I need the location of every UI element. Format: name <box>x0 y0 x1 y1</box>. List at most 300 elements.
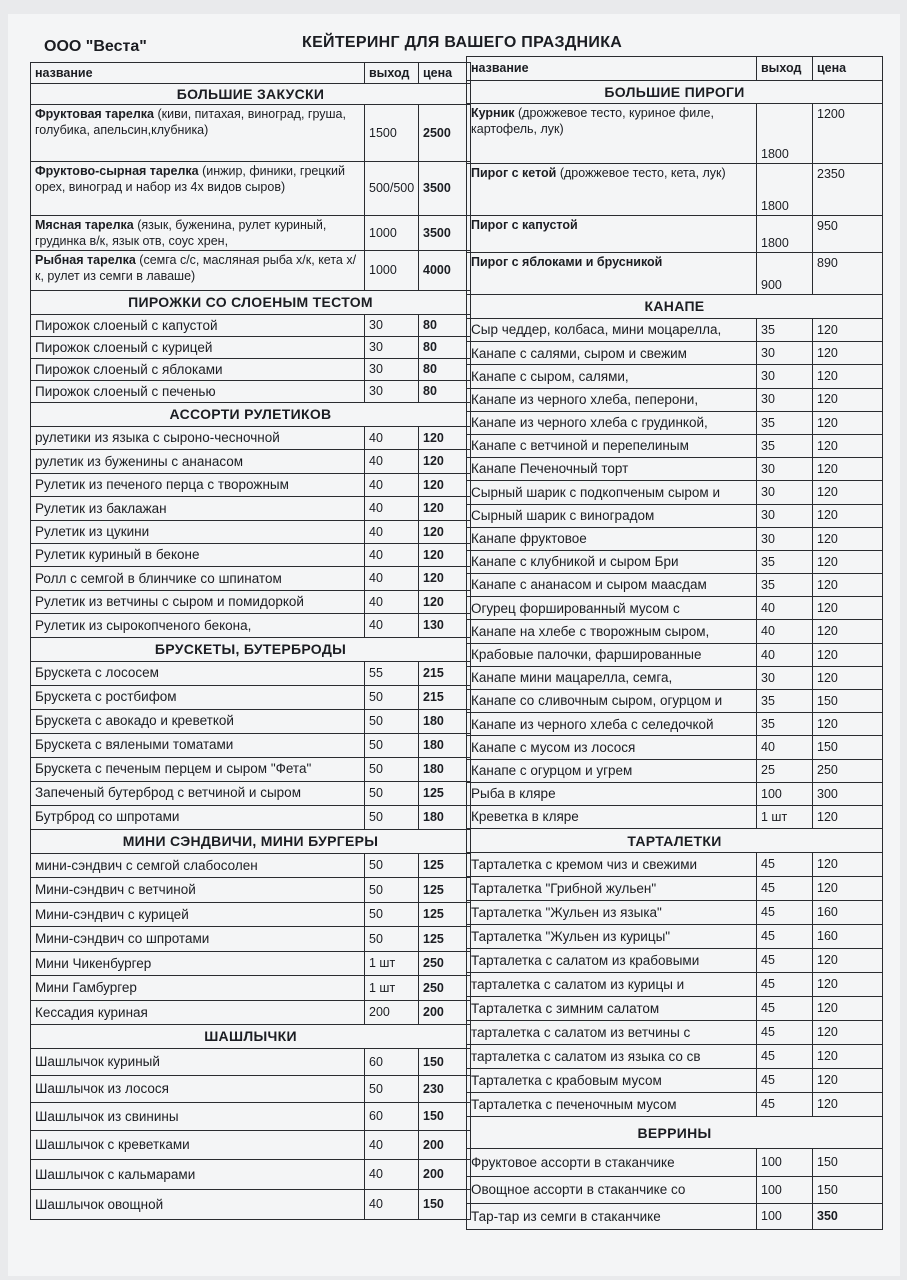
menu-item-row <box>467 1149 883 1177</box>
menu-item-row <box>31 105 471 162</box>
item-name: Тарталетка "Грибной жульен" <box>467 877 757 901</box>
column-header-row <box>467 57 883 81</box>
menu-item-row <box>467 1177 883 1204</box>
menu-item-row <box>31 614 471 637</box>
menu-item-row <box>31 757 471 781</box>
item-name: Канапе с салями, сыром и свежим <box>467 342 757 365</box>
menu-item-row <box>467 666 883 689</box>
menu-item-row <box>31 733 471 757</box>
item-name: Мини-сэндвич со шпротами <box>31 927 365 952</box>
item-yield: 900 <box>757 253 813 295</box>
menu-item-row <box>31 216 471 251</box>
item-yield: 40 <box>365 520 419 543</box>
item-yield: 200 <box>365 1000 419 1025</box>
item-price: 150 <box>813 1149 883 1177</box>
item-name: Брускета с лососем <box>31 661 365 685</box>
item-yield: 1 шт <box>757 805 813 828</box>
item-name: Тарталетка с салатом из крабовыми <box>467 949 757 973</box>
menu-item-row <box>467 164 883 216</box>
menu-item-row <box>467 319 883 342</box>
menu-item-row <box>467 504 883 527</box>
item-price: 120 <box>813 434 883 457</box>
item-name: Рыбная тарелка <box>35 253 136 267</box>
menu-item-row <box>467 342 883 365</box>
item-name: Канапе с сыром, салями, <box>467 365 757 388</box>
item-yield: 30 <box>757 458 813 481</box>
item-price: 160 <box>813 901 883 925</box>
item-name: Тарталетка "Жульен из курицы" <box>467 925 757 949</box>
item-name-cell <box>31 105 365 162</box>
item-name: Канапе с ананасом и сыром маасдам <box>467 574 757 597</box>
menu-header <box>0 34 907 58</box>
item-name: Шашлычок с креветками <box>31 1131 365 1160</box>
item-name: Курник <box>471 106 515 120</box>
item-name: Тарталетка "Жульен из языка" <box>467 901 757 925</box>
item-price: 250 <box>813 759 883 782</box>
item-yield: 40 <box>365 1131 419 1160</box>
menu-item-row <box>31 450 471 473</box>
item-yield: 35 <box>757 319 813 342</box>
item-yield: 30 <box>365 359 419 381</box>
menu-item-row <box>467 481 883 504</box>
menu-title: КЕЙТЕРИНГ ДЛЯ ВАШЕГО ПРАЗДНИКА <box>302 34 623 51</box>
item-price: 120 <box>813 411 883 434</box>
item-yield: 45 <box>757 973 813 997</box>
section-title: МИНИ СЭНДВИЧИ, МИНИ БУРГЕРЫ <box>31 829 471 853</box>
item-yield: 30 <box>365 337 419 359</box>
item-price: 160 <box>813 925 883 949</box>
item-yield: 50 <box>365 757 419 781</box>
item-name: Тарталетка с крабовым мусом <box>467 1069 757 1093</box>
item-name: Канапе со сливочным сыром, огурцом и <box>467 690 757 713</box>
item-yield: 45 <box>757 877 813 901</box>
item-name: Овощное ассорти в стаканчике со <box>467 1177 757 1204</box>
menu-item-row <box>467 253 883 295</box>
item-yield: 30 <box>365 315 419 337</box>
item-name: Брускета с ростбифом <box>31 685 365 709</box>
menu-item-row <box>31 381 471 403</box>
menu-item-row <box>467 759 883 782</box>
item-price: 350 <box>813 1204 883 1230</box>
item-yield: 50 <box>365 878 419 903</box>
item-name-cell <box>467 104 757 164</box>
menu-item-row <box>467 365 883 388</box>
item-yield: 30 <box>757 504 813 527</box>
item-name: Канапе из черного хлеба с грудинкой, <box>467 411 757 434</box>
item-name: Мини Чикенбургер <box>31 951 365 976</box>
item-price: 120 <box>813 527 883 550</box>
item-price: 150 <box>813 1177 883 1204</box>
item-price: 80 <box>419 359 471 381</box>
item-name: Тарталетка с кремом чиз и свежими <box>467 853 757 877</box>
menu-item-row <box>31 781 471 805</box>
item-name: Канапе с ветчиной и перепелиным <box>467 434 757 457</box>
item-name: Мясная тарелка <box>35 218 134 232</box>
menu-item-row <box>31 473 471 496</box>
item-name: Пирожок слоеный с яблоками <box>31 359 365 381</box>
right-column <box>466 56 882 1230</box>
menu-item-row <box>31 1049 471 1076</box>
item-yield: 30 <box>757 388 813 411</box>
item-price: 120 <box>813 949 883 973</box>
column-header-name: название <box>467 57 757 81</box>
item-name: Мини-сэндвич с курицей <box>31 902 365 927</box>
menu-item-row <box>467 1021 883 1045</box>
item-price: 180 <box>419 709 471 733</box>
item-price: 80 <box>419 315 471 337</box>
item-price: 180 <box>419 805 471 829</box>
item-price: 125 <box>419 878 471 903</box>
column-header-price: цена <box>419 63 471 84</box>
item-price: 120 <box>813 666 883 689</box>
menu-item-row <box>31 661 471 685</box>
item-name: Сырный шарик с подкопченым сыром и <box>467 481 757 504</box>
item-description: (инжир, финики, грецкий орех, виноград и набор из 4х видов сыров) <box>35 164 345 194</box>
item-price: 120 <box>813 805 883 828</box>
item-price: 120 <box>813 365 883 388</box>
item-yield: 50 <box>365 853 419 878</box>
item-name: Рулетик из ветчины с сыром и помидоркой <box>31 590 365 613</box>
menu-item-row <box>31 567 471 590</box>
item-price: 120 <box>813 458 883 481</box>
menu-item-row <box>31 709 471 733</box>
item-price: 125 <box>419 781 471 805</box>
item-price: 150 <box>813 690 883 713</box>
item-name: Мини Гамбургер <box>31 976 365 1001</box>
item-yield: 60 <box>365 1103 419 1131</box>
item-name: Крабовые палочки, фаршированные <box>467 643 757 666</box>
menu-item-row <box>467 805 883 828</box>
item-yield: 30 <box>757 342 813 365</box>
item-name: рулетики из языка с сыроно-чесночной <box>31 427 365 450</box>
item-name: Сырный шарик с виноградом <box>467 504 757 527</box>
item-yield: 60 <box>365 1049 419 1076</box>
menu-item-row <box>467 216 883 253</box>
item-price: 2500 <box>419 105 471 162</box>
item-price: 215 <box>419 661 471 685</box>
item-description: (дрожжевое тесто, кета, лук) <box>556 166 726 180</box>
item-name: Рулетик из сырокопченого бекона, <box>31 614 365 637</box>
item-yield: 50 <box>365 709 419 733</box>
menu-item-row <box>467 411 883 434</box>
item-price: 125 <box>419 853 471 878</box>
item-name: Тарталетка с печеночным мусом <box>467 1093 757 1117</box>
item-price: 150 <box>419 1190 471 1220</box>
item-yield: 55 <box>365 661 419 685</box>
item-price: 120 <box>419 520 471 543</box>
item-yield: 45 <box>757 853 813 877</box>
item-price: 120 <box>813 388 883 411</box>
menu-item-row <box>467 574 883 597</box>
item-yield: 1000 <box>365 251 419 291</box>
item-yield: 45 <box>757 1069 813 1093</box>
item-name: Кессадия куриная <box>31 1000 365 1025</box>
item-name: мини-сэндвич с семгой слабосолен <box>31 853 365 878</box>
menu-item-row <box>31 315 471 337</box>
item-yield: 1 шт <box>365 976 419 1001</box>
item-price: 250 <box>419 976 471 1001</box>
company-name: ООО "Веста" <box>44 38 147 55</box>
item-name: Пирог с яблоками и брусникой <box>471 255 663 269</box>
item-yield: 40 <box>365 427 419 450</box>
section-title: БОЛЬШИЕ ЗАКУСКИ <box>31 84 471 105</box>
item-price: 120 <box>813 620 883 643</box>
item-name: Мини-сэндвич с ветчиной <box>31 878 365 903</box>
item-yield: 40 <box>365 450 419 473</box>
item-yield: 30 <box>757 481 813 504</box>
item-name: Пирожок слоеный с курицей <box>31 337 365 359</box>
item-yield: 35 <box>757 574 813 597</box>
item-name-cell <box>467 253 757 295</box>
item-name: Фруктово-сырная тарелка <box>35 164 199 178</box>
section-title: БОЛЬШИЕ ПИРОГИ <box>467 81 883 104</box>
item-name: Брускета с вялеными томатами <box>31 733 365 757</box>
item-name: Фруктовая тарелка <box>35 107 154 121</box>
item-price: 120 <box>813 1045 883 1069</box>
item-price: 130 <box>419 614 471 637</box>
item-yield: 40 <box>757 736 813 759</box>
menu-item-row <box>31 902 471 927</box>
item-yield: 45 <box>757 1093 813 1117</box>
item-yield: 50 <box>365 927 419 952</box>
column-header-price: цена <box>813 57 883 81</box>
menu-item-row <box>31 162 471 216</box>
item-yield: 40 <box>757 620 813 643</box>
item-price: 120 <box>419 450 471 473</box>
menu-item-row <box>467 597 883 620</box>
menu-item-row <box>31 1190 471 1220</box>
section-header-row <box>31 829 471 853</box>
item-yield: 30 <box>757 365 813 388</box>
menu-item-row <box>31 337 471 359</box>
column-header-yield: выход <box>365 63 419 84</box>
item-price: 120 <box>813 997 883 1021</box>
item-yield: 35 <box>757 690 813 713</box>
item-yield: 1 шт <box>365 951 419 976</box>
item-name: Тарталетка с зимним салатом <box>467 997 757 1021</box>
menu-item-row <box>31 878 471 903</box>
section-header-row <box>467 295 883 319</box>
item-price: 120 <box>813 713 883 736</box>
item-price: 120 <box>813 1021 883 1045</box>
item-price: 120 <box>813 853 883 877</box>
item-name-cell <box>31 216 365 251</box>
section-header-row <box>467 81 883 104</box>
item-name: Рулетик из цукини <box>31 520 365 543</box>
item-price: 4000 <box>419 251 471 291</box>
item-yield: 50 <box>365 805 419 829</box>
item-price: 120 <box>813 597 883 620</box>
item-price: 120 <box>419 543 471 566</box>
menu-item-row <box>467 925 883 949</box>
item-price: 120 <box>419 427 471 450</box>
item-yield: 45 <box>757 997 813 1021</box>
menu-item-row <box>31 1076 471 1103</box>
menu-item-row <box>467 527 883 550</box>
item-name: Канапе Печеночный торт <box>467 458 757 481</box>
menu-item-row <box>467 713 883 736</box>
item-yield: 40 <box>365 497 419 520</box>
menu-item-row <box>31 1131 471 1160</box>
item-name: Канапе с мусом из лосося <box>467 736 757 759</box>
item-price: 250 <box>419 951 471 976</box>
menu-item-row <box>31 359 471 381</box>
section-title: КАНАПЕ <box>467 295 883 319</box>
item-name: Пирожок слоеный с печенью <box>31 381 365 403</box>
menu-item-row <box>31 976 471 1001</box>
menu-item-row <box>467 434 883 457</box>
item-name: Фруктовое ассорти в стаканчике <box>467 1149 757 1177</box>
item-price: 120 <box>813 481 883 504</box>
item-name: тарталетка с салатом из языка со св <box>467 1045 757 1069</box>
item-yield: 40 <box>365 543 419 566</box>
item-name: Канапе мини мацарелла, семга, <box>467 666 757 689</box>
menu-item-row <box>467 690 883 713</box>
item-yield: 1800 <box>757 104 813 164</box>
menu-item-row <box>467 973 883 997</box>
item-yield: 50 <box>365 733 419 757</box>
menu-item-row <box>467 388 883 411</box>
item-name-cell <box>467 164 757 216</box>
menu-item-row <box>31 853 471 878</box>
menu-item-row <box>467 643 883 666</box>
section-title: БРУСКЕТЫ, БУТЕРБРОДЫ <box>31 637 471 661</box>
menu-item-row <box>467 736 883 759</box>
menu-item-row <box>467 550 883 573</box>
column-header-yield: выход <box>757 57 813 81</box>
item-price: 230 <box>419 1076 471 1103</box>
item-name: Брускета с авокадо и креветкой <box>31 709 365 733</box>
item-price: 200 <box>419 1131 471 1160</box>
menu-item-row <box>467 997 883 1021</box>
item-name: рулетик из буженины с ананасом <box>31 450 365 473</box>
section-header-row <box>31 403 471 427</box>
item-description: (язык, буженина, рулет куриный, грудинка в/к, язык отв, соус хрен, <box>35 218 327 248</box>
menu-item-row <box>467 853 883 877</box>
section-header-row <box>31 84 471 105</box>
item-name: Огурец форшированный мусом с <box>467 597 757 620</box>
menu-item-row <box>31 427 471 450</box>
menu-item-row <box>467 949 883 973</box>
item-price: 180 <box>419 757 471 781</box>
left-column <box>30 62 470 1220</box>
item-yield: 40 <box>757 597 813 620</box>
item-price: 150 <box>419 1103 471 1131</box>
item-name: Пирог с капустой <box>471 218 578 232</box>
item-price: 120 <box>813 973 883 997</box>
item-yield: 35 <box>757 434 813 457</box>
item-name: Канапе из черного хлеба с селедочкой <box>467 713 757 736</box>
item-name: Пирожок слоеный с капустой <box>31 315 365 337</box>
column-header-name: название <box>31 63 365 84</box>
menu-item-row <box>31 543 471 566</box>
item-price: 125 <box>419 902 471 927</box>
item-name: Шашлычок из свинины <box>31 1103 365 1131</box>
item-yield: 35 <box>757 411 813 434</box>
item-price: 120 <box>813 643 883 666</box>
right-menu-table <box>466 56 883 1230</box>
item-yield: 45 <box>757 1021 813 1045</box>
menu-item-row <box>31 1160 471 1190</box>
item-name: Ролл с семгой в блинчике со шпинатом <box>31 567 365 590</box>
item-description: (семга с/с, масляная рыба х/к, кета х/к, рулет из семги в лаваше) <box>35 253 357 283</box>
item-name: Брускета с печеным перцем и сыром "Фета" <box>31 757 365 781</box>
item-price: 120 <box>813 1093 883 1117</box>
item-name: тарталетка с салатом из курицы и <box>467 973 757 997</box>
item-yield: 100 <box>757 1149 813 1177</box>
item-name: Рыба в кляре <box>467 782 757 805</box>
item-name: Шашлычок куриный <box>31 1049 365 1076</box>
item-yield: 40 <box>365 567 419 590</box>
item-yield: 35 <box>757 550 813 573</box>
item-name: Канапе с огурцом и угрем <box>467 759 757 782</box>
item-name: Запеченый бутерброд с ветчиной и сыром <box>31 781 365 805</box>
item-name: Рулетик из печеного перца с творожным <box>31 473 365 496</box>
item-name: Шашлычок овощной <box>31 1190 365 1220</box>
item-name: Сыр чеддер, колбаса, мини моцарелла, <box>467 319 757 342</box>
menu-item-row <box>31 805 471 829</box>
item-price: 890 <box>813 253 883 295</box>
menu-item-row <box>31 497 471 520</box>
item-yield: 30 <box>757 527 813 550</box>
item-name: Канапе фруктовое <box>467 527 757 550</box>
item-yield: 45 <box>757 901 813 925</box>
section-header-row <box>31 291 471 315</box>
section-title: ВЕРРИНЫ <box>467 1117 883 1149</box>
item-price: 120 <box>813 574 883 597</box>
item-yield: 100 <box>757 1204 813 1230</box>
item-yield: 45 <box>757 949 813 973</box>
item-name: Канапе из черного хлеба, пеперони, <box>467 388 757 411</box>
item-yield: 50 <box>365 685 419 709</box>
item-price: 215 <box>419 685 471 709</box>
item-yield: 30 <box>365 381 419 403</box>
item-yield: 500/500 <box>365 162 419 216</box>
menu-item-row <box>31 1103 471 1131</box>
item-yield: 35 <box>757 713 813 736</box>
item-yield: 40 <box>365 614 419 637</box>
item-price: 2350 <box>813 164 883 216</box>
section-title: ПИРОЖКИ СО СЛОЕНЫМ ТЕСТОМ <box>31 291 471 315</box>
item-price: 120 <box>419 497 471 520</box>
item-name: Бутрброд со шпротами <box>31 805 365 829</box>
item-name-cell <box>31 162 365 216</box>
item-price: 125 <box>419 927 471 952</box>
item-price: 120 <box>813 342 883 365</box>
item-price: 150 <box>813 736 883 759</box>
item-price: 300 <box>813 782 883 805</box>
item-name: Шашлычок из лосося <box>31 1076 365 1103</box>
item-price: 1200 <box>813 104 883 164</box>
column-header-row <box>31 63 471 84</box>
item-price: 120 <box>813 1069 883 1093</box>
item-yield: 30 <box>757 666 813 689</box>
section-title: ШАШЛЫЧКИ <box>31 1025 471 1049</box>
section-header-row <box>31 637 471 661</box>
item-yield: 25 <box>757 759 813 782</box>
item-price: 120 <box>419 567 471 590</box>
menu-item-row <box>467 1045 883 1069</box>
menu-item-row <box>467 901 883 925</box>
item-price: 80 <box>419 337 471 359</box>
item-price: 180 <box>419 733 471 757</box>
item-price: 3500 <box>419 162 471 216</box>
menu-item-row <box>467 620 883 643</box>
menu-item-row <box>31 1000 471 1025</box>
item-price: 3500 <box>419 216 471 251</box>
item-name: Пирог с кетой <box>471 166 557 180</box>
item-yield: 1800 <box>757 164 813 216</box>
